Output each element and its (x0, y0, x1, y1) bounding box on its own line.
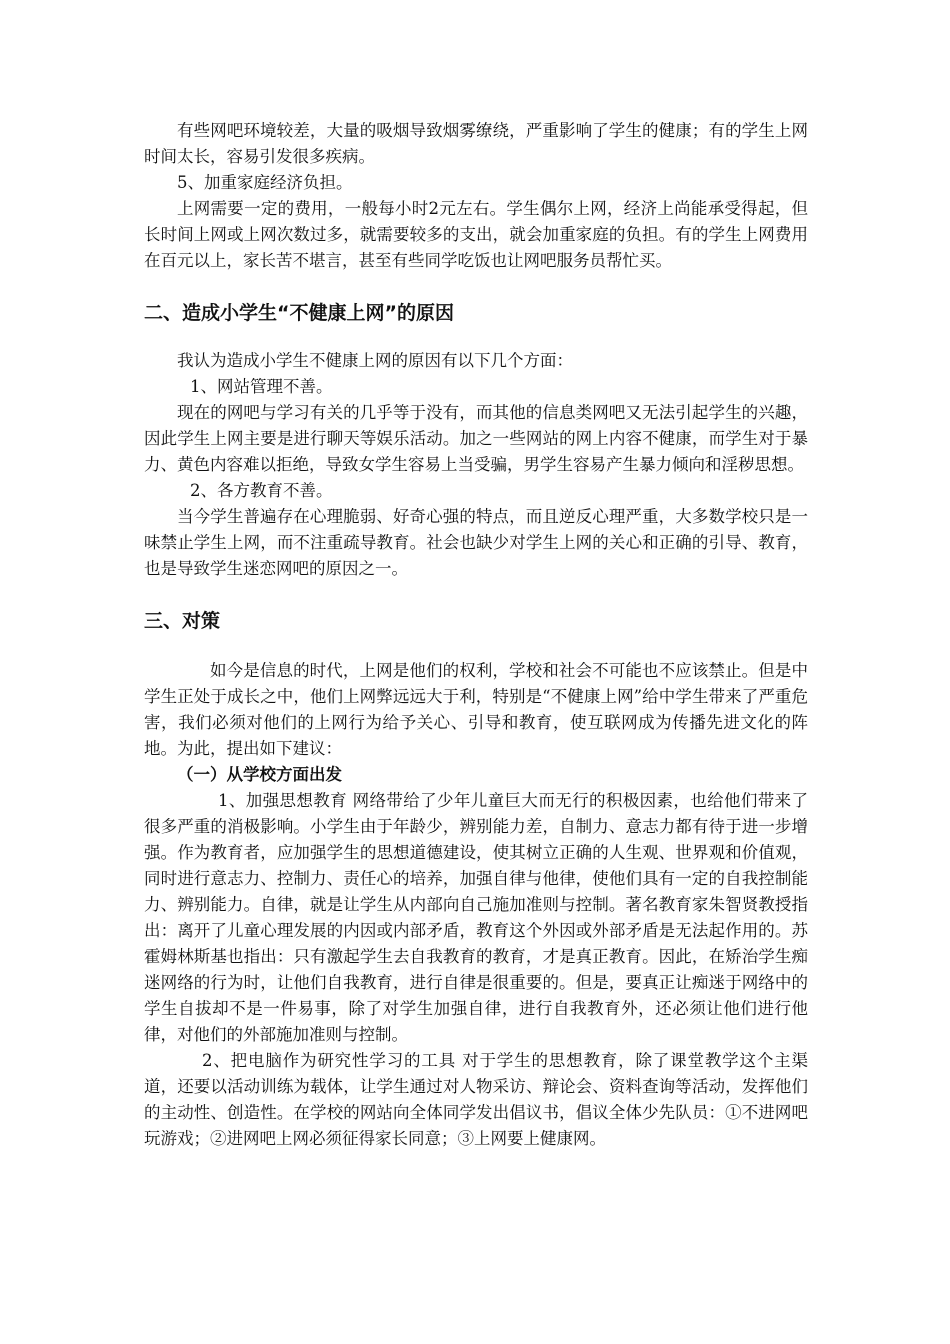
section-3-heading: 三、对策 (144, 610, 221, 632)
paragraph-reasons-intro: 我认为造成小学生不健康上网的原因有以下几个方面： (177, 351, 573, 370)
section-2-heading: 二、造成小学生“不健康上网”的原因 (144, 302, 454, 324)
paragraph-ideological-education: 1、加强思想教育 网络带给了少年儿童巨大而无行的积极因素，也给他们带来了很多严重的消极影响。小学生由于年龄少，辨别能力差，自制力、意志力都有待于进一步增强。作为教育者，应加强学生的思想道德建设，使其树立正确的人生观、世界观和价值观，同时进行意志力、控制力、责任心的培养，加强自律与他律，使他们具有一定的自我控制能力、辨别能力。自律，就是让学生从内部向自己施加准则与控制。著名教育家朱智贤教授指出：离开了儿童心理发展的内因或内部矛盾，教育这个外因或外部矛盾是无法起作用的。苏霍姆林斯基也指出：只有激起学生去自我教育的教育，才是真正教育。因此，在矫治学生痴迷网络的行为时，让他们自我教育，进行自律是很重要的。但是，要真正让痴迷于网络中的学生自拔却不是一件易事，除了对学生加强自律，进行自我教育外，还必须让他们进行他律，对他们的外部施加准则与控制。 (144, 791, 808, 1044)
subsection-school-heading: （一）从学校方面出发 (177, 765, 342, 784)
item-5-heading: 5、加重家庭经济负担。 (177, 173, 353, 192)
paragraph-health: 有些网吧环境较差，大量的吸烟导致烟雾缭绕，严重影响了学生的健康；有的学生上网时间太长，容易引发很多疾病。 (144, 121, 808, 166)
paragraph-cost: 上网需要一定的费用，一般每小时2元左右。学生偶尔上网，经济上尚能承受得起，但长时间上网或上网次数过多，就需要较多的支出，就会加重家庭的负担。有的学生上网费用在百元以上，家长苦不堪言，甚至有些同学吃饭也让网吧服务员帮忙买。 (144, 199, 808, 270)
reason-1-heading: 1、网站管理不善。 (190, 377, 333, 396)
paragraph-reason-2: 当今学生普遍存在心理脆弱、好奇心强的特点，而且逆反心理严重，大多数学校只是一味禁止学生上网，而不注重疏导教育。社会也缺少对学生上网的关心和正确的引导、教育，也是导致学生迷恋网吧的原因之一。 (144, 507, 808, 578)
paragraph-reason-1: 现在的网吧与学习有关的几乎等于没有，而其他的信息类网吧又无法引起学生的兴趣，因此学生上网主要是进行聊天等娱乐活动。加之一些网站的网上内容不健康，而学生对于暴力、黄色内容难以拒绝，导致女学生容易上当受骗，男学生容易产生暴力倾向和淫秽思想。 (144, 403, 808, 474)
paragraph-countermeasures-intro: 如今是信息的时代，上网是他们的权利，学校和社会不可能也不应该禁止。但是中学生正处于成长之中，他们上网弊远远大于利，特别是“不健康上网”给中学生带来了严重危害，我们必须对他们的上网行为给予关心、引导和教育，使互联网成为传播先进文化的阵地。为此，提出如下建议： (144, 661, 808, 758)
paragraph-computer-research-tool: 2、把电脑作为研究性学习的工具 对于学生的思想教育，除了课堂教学这个主渠道，还要以活动训练为载体，让学生通过对人物采访、辩论会、资料查询等活动，发挥他们的主动性、创造性。在学校的网站向全体同学发出倡议书，倡议全体少先队员：①不进网吧玩游戏；②进网吧上网必须征得家长同意；③上网要上健康网。 (144, 1051, 808, 1148)
reason-2-heading: 2、各方教育不善。 (190, 481, 333, 500)
